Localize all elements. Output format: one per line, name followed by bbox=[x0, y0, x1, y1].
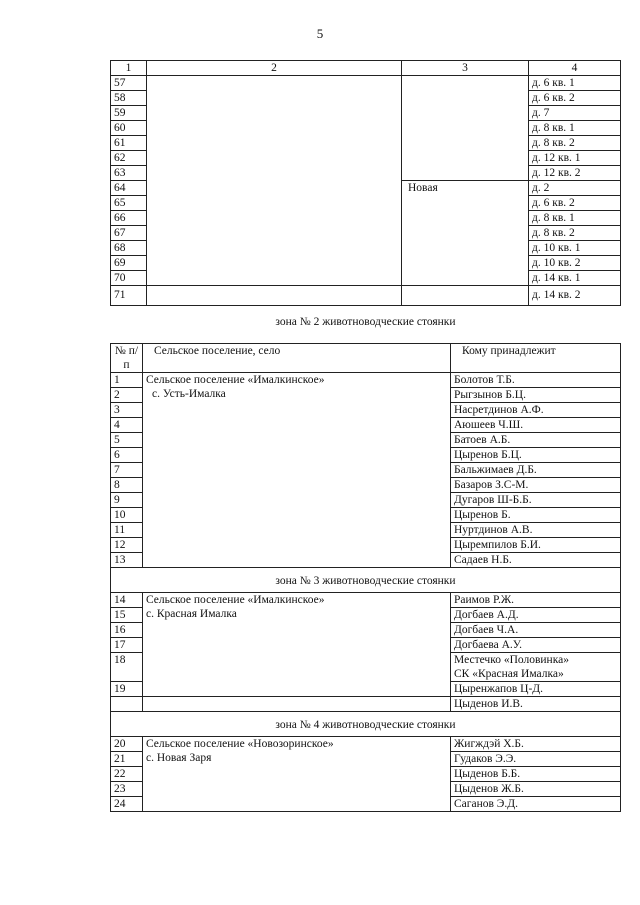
street-cell bbox=[402, 181, 529, 286]
owner-cell: Батоев А.Б. bbox=[451, 433, 621, 448]
owner-cell: Саганов Э.Д. bbox=[451, 797, 621, 812]
row-number: 11 bbox=[111, 523, 143, 538]
settlement-cell bbox=[147, 286, 402, 306]
row-number: 4 bbox=[111, 418, 143, 433]
address-cell: д. 12 кв. 2 bbox=[529, 166, 621, 181]
street-cell bbox=[402, 76, 529, 181]
owner-cell: Догбаев Ч.А. bbox=[451, 623, 621, 638]
table-row bbox=[111, 737, 621, 752]
row-number: 58 bbox=[111, 91, 147, 106]
row-number: 15 bbox=[111, 608, 143, 623]
address-cell: д. 8 кв. 2 bbox=[529, 136, 621, 151]
owner-line: СК «Красная Ималка» bbox=[454, 668, 564, 680]
header-settlement-label: Сельское поселение, село bbox=[154, 345, 281, 357]
zone-3-caption: зона № 3 животноводческие стоянки bbox=[111, 568, 621, 593]
address-cell: д. 7 bbox=[529, 106, 621, 121]
zone-2-caption: зона № 2 животноводческие стоянки bbox=[275, 316, 456, 328]
settlement-cell bbox=[147, 76, 402, 286]
owner-cell: Базаров З.С-М. bbox=[451, 478, 621, 493]
address-cell: д. 14 кв. 2 bbox=[529, 286, 621, 306]
owner-cell: Догбаев А.Д. bbox=[451, 608, 621, 623]
address-cell: д. 6 кв. 2 bbox=[529, 196, 621, 211]
row-number: 65 bbox=[111, 196, 147, 211]
address-cell: д. 6 кв. 2 bbox=[529, 91, 621, 106]
settlement-name: Сельское поселение «Новозоринское» bbox=[146, 738, 334, 750]
row-number: 16 bbox=[111, 623, 143, 638]
street-cell bbox=[402, 286, 529, 306]
address-cell: д. 8 кв. 1 bbox=[529, 211, 621, 226]
owner-cell: Насретдинов А.Ф. bbox=[451, 403, 621, 418]
row-number: 57 bbox=[111, 76, 147, 91]
address-cell: д. 10 кв. 1 bbox=[529, 241, 621, 256]
table-header-row bbox=[111, 61, 621, 76]
village-name: с. Усть-Ималка bbox=[152, 388, 226, 400]
row-number: 66 bbox=[111, 211, 147, 226]
row-number: 7 bbox=[111, 463, 143, 478]
row-number: 22 bbox=[111, 767, 143, 782]
owner-cell: Болотов Т.Б. bbox=[451, 373, 621, 388]
owner-cell: Цыденов Б.Б. bbox=[451, 767, 621, 782]
livestock-stations-table bbox=[110, 343, 621, 812]
owner-cell: Аюшеев Ч.Ш. bbox=[451, 418, 621, 433]
row-number: 13 bbox=[111, 553, 143, 568]
street-name: Новая bbox=[408, 182, 438, 194]
village-name: с. Красная Ималка bbox=[146, 608, 237, 620]
row-number: 60 bbox=[111, 121, 147, 136]
header-owner-label: Кому принадлежит bbox=[462, 345, 556, 357]
table-row bbox=[111, 593, 621, 608]
address-cell: д. 8 кв. 1 bbox=[529, 121, 621, 136]
table-row bbox=[111, 76, 621, 91]
row-number bbox=[111, 697, 143, 712]
table-header-row bbox=[111, 344, 621, 373]
owner-cell: Жигждэй Х.Б. bbox=[451, 737, 621, 752]
owner-cell: Догбаева А.У. bbox=[451, 638, 621, 653]
row-number: 5 bbox=[111, 433, 143, 448]
settlement-cell bbox=[143, 593, 451, 697]
header-cell: 2 bbox=[147, 61, 402, 76]
row-number: 9 bbox=[111, 493, 143, 508]
row-number: 70 bbox=[111, 271, 147, 286]
owner-cell: Цыренжапов Ц-Д. bbox=[451, 682, 621, 697]
owner-cell: Бальжимаев Д.Б. bbox=[451, 463, 621, 478]
village-name: с. Новая Заря bbox=[146, 752, 212, 764]
page-number: 5 bbox=[316, 26, 324, 41]
owner-cell: Рыгзынов Б.Ц. bbox=[451, 388, 621, 403]
row-number: 3 bbox=[111, 403, 143, 418]
row-number: 12 bbox=[111, 538, 143, 553]
row-number: 71 bbox=[111, 286, 147, 306]
table-row bbox=[111, 373, 621, 388]
row-number: 68 bbox=[111, 241, 147, 256]
address-cell: д. 14 кв. 1 bbox=[529, 271, 621, 286]
owner-cell: Цыденов И.В. bbox=[451, 697, 621, 712]
header-cell: 1 bbox=[111, 61, 147, 76]
settlement-name: Сельское поселение «Ималкинское» bbox=[146, 374, 325, 386]
row-number: 21 bbox=[111, 752, 143, 767]
row-number: 23 bbox=[111, 782, 143, 797]
row-number: 10 bbox=[111, 508, 143, 523]
owner-cell bbox=[451, 653, 621, 682]
row-number: 14 bbox=[111, 593, 143, 608]
row-number: 20 bbox=[111, 737, 143, 752]
owner-line: Местечко «Половинка» bbox=[454, 654, 569, 666]
row-number: 67 bbox=[111, 226, 147, 241]
settlement-cell bbox=[143, 373, 451, 568]
settlement-cell bbox=[143, 737, 451, 812]
owner-cell: Цыренов Б. bbox=[451, 508, 621, 523]
row-number: 17 bbox=[111, 638, 143, 653]
owner-cell: Нуртдинов А.В. bbox=[451, 523, 621, 538]
row-number: 63 bbox=[111, 166, 147, 181]
zone-row bbox=[111, 712, 621, 737]
address-cell: д. 10 кв. 2 bbox=[529, 256, 621, 271]
row-number: 1 bbox=[111, 373, 143, 388]
table-row bbox=[111, 697, 621, 712]
header-owner bbox=[451, 344, 621, 373]
owner-cell: Цыремпилов Б.И. bbox=[451, 538, 621, 553]
settlement-cell bbox=[143, 697, 451, 712]
header-cell: 4 bbox=[529, 61, 621, 76]
address-cell: д. 8 кв. 2 bbox=[529, 226, 621, 241]
owner-cell: Цыденов Ж.Б. bbox=[451, 782, 621, 797]
owner-cell: Раимов Р.Ж. bbox=[451, 593, 621, 608]
owner-cell: Дугаров Ш-Б.Б. bbox=[451, 493, 621, 508]
zone-row bbox=[111, 568, 621, 593]
row-number: 19 bbox=[111, 682, 143, 697]
row-number: 61 bbox=[111, 136, 147, 151]
row-number: 62 bbox=[111, 151, 147, 166]
owner-cell: Цыренов Б.Ц. bbox=[451, 448, 621, 463]
table-row bbox=[111, 286, 621, 306]
header-settlement bbox=[143, 344, 451, 373]
row-number: 18 bbox=[111, 653, 143, 682]
settlement-name: Сельское поселение «Ималкинское» bbox=[146, 594, 325, 606]
address-cell: д. 2 bbox=[529, 181, 621, 196]
owner-cell: Садаев Н.Б. bbox=[451, 553, 621, 568]
row-number: 64 bbox=[111, 181, 147, 196]
address-cell: д. 6 кв. 1 bbox=[529, 76, 621, 91]
streets-table bbox=[110, 60, 621, 306]
zone-4-caption: зона № 4 животноводческие стоянки bbox=[111, 712, 621, 737]
owner-cell: Гудаков Э.Э. bbox=[451, 752, 621, 767]
row-number: 24 bbox=[111, 797, 143, 812]
row-number: 69 bbox=[111, 256, 147, 271]
row-number: 6 bbox=[111, 448, 143, 463]
header-number: № п/п bbox=[111, 344, 143, 373]
row-number: 59 bbox=[111, 106, 147, 121]
row-number: 2 bbox=[111, 388, 143, 403]
header-cell: 3 bbox=[402, 61, 529, 76]
address-cell: д. 12 кв. 1 bbox=[529, 151, 621, 166]
row-number: 8 bbox=[111, 478, 143, 493]
